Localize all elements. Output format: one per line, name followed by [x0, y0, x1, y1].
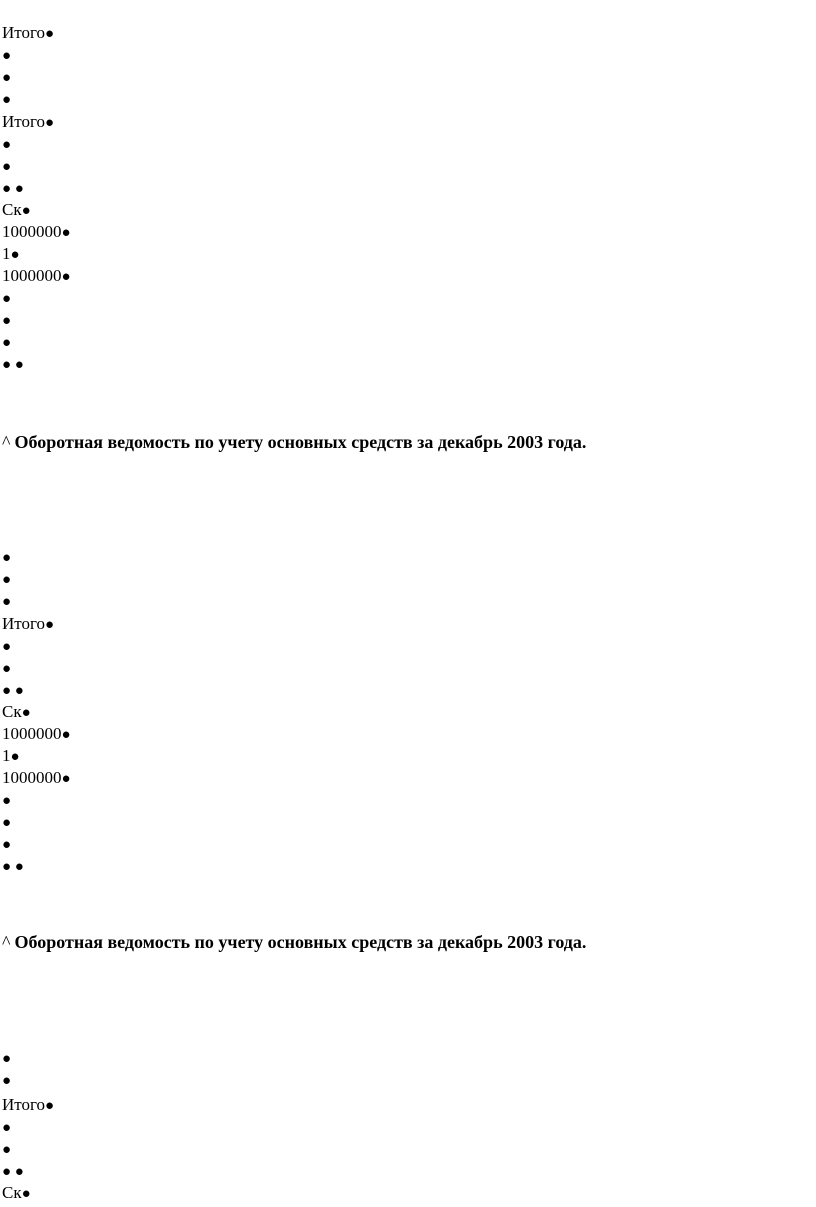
text-line: [2, 679, 24, 701]
line-value: 1000000: [2, 266, 62, 285]
line-value: 1: [2, 244, 11, 263]
text-line: [2, 111, 54, 133]
line-label: Итого: [2, 23, 46, 42]
bullet: ●: [45, 1098, 55, 1114]
text-line: [2, 1160, 24, 1182]
bullet: ●: [2, 1051, 12, 1067]
text-line: [2, 833, 11, 855]
text-line: [2, 811, 11, 833]
text-line: [2, 789, 11, 811]
text-line: [2, 309, 11, 331]
text-line: [2, 221, 71, 243]
text-line: [2, 767, 71, 789]
section-heading: [2, 930, 586, 954]
caret-marker: ^: [2, 432, 11, 452]
bullet: ●: [10, 749, 20, 765]
bullet: ●: [2, 837, 12, 853]
bullet: ●: [2, 1073, 12, 1089]
bullet: ●: [61, 771, 71, 787]
bullet: ●: [2, 291, 12, 307]
line-value: 1: [2, 746, 11, 765]
bullet: ●: [21, 1186, 31, 1202]
double-bullet: ● ●: [2, 683, 24, 699]
bullet: ●: [2, 639, 12, 655]
text-line: [2, 745, 20, 767]
bullet: ●: [2, 313, 12, 329]
line-value: 1000000: [2, 724, 62, 743]
bullet: ●: [2, 48, 12, 64]
line-label: Ск: [2, 200, 22, 219]
text-line: [2, 44, 11, 66]
text-line: [2, 590, 11, 612]
text-line: [2, 265, 71, 287]
line-label: Итого: [2, 614, 46, 633]
bullet: ●: [2, 572, 12, 588]
bullet: ●: [21, 705, 31, 721]
text-line: [2, 546, 11, 568]
bullet: ●: [2, 92, 12, 108]
bullet: ●: [2, 815, 12, 831]
text-line: [2, 22, 54, 44]
bullet: ●: [61, 269, 71, 285]
bullet: ●: [2, 159, 12, 175]
text-line: [2, 1138, 11, 1160]
double-bullet: ● ●: [2, 859, 24, 875]
text-line: [2, 199, 31, 221]
text-line: [2, 1047, 11, 1069]
bullet: ●: [2, 335, 12, 351]
bullet: ●: [2, 137, 12, 153]
section-heading: [2, 430, 586, 454]
bullet: ●: [45, 26, 55, 42]
bullet: ●: [61, 727, 71, 743]
text-line: [2, 635, 11, 657]
double-bullet: ● ●: [2, 357, 24, 373]
text-line: [2, 723, 71, 745]
text-line: [2, 568, 11, 590]
text-line: [2, 1182, 31, 1204]
text-line: [2, 88, 11, 110]
text-line: [2, 287, 11, 309]
bullet: ●: [61, 225, 71, 241]
bullet: ●: [2, 550, 12, 566]
double-bullet: ● ●: [2, 1164, 24, 1180]
text-line: [2, 66, 11, 88]
bullet: ●: [21, 203, 31, 219]
text-line: [2, 701, 31, 723]
text-line: [2, 243, 20, 265]
text-line: [2, 133, 11, 155]
double-bullet: ● ●: [2, 181, 24, 197]
text-line: [2, 657, 11, 679]
bullet: ●: [2, 1120, 12, 1136]
line-value: 1000000: [2, 222, 62, 241]
text-line: [2, 1069, 11, 1091]
bullet: ●: [45, 617, 55, 633]
text-line: [2, 1094, 54, 1116]
bullet: ●: [2, 70, 12, 86]
line-label: Ск: [2, 1183, 22, 1202]
heading-text: Оборотная ведомость по учету основных средств за декабрь 2003 года.: [14, 932, 587, 952]
line-label: Итого: [2, 112, 46, 131]
bullet: ●: [2, 594, 12, 610]
bullet: ●: [10, 247, 20, 263]
line-label: Итого: [2, 1095, 46, 1114]
line-value: 1000000: [2, 768, 62, 787]
bullet: ●: [45, 115, 55, 131]
bullet: ●: [2, 661, 12, 677]
text-line: [2, 613, 54, 635]
text-line: [2, 331, 11, 353]
bullet: ●: [2, 1142, 12, 1158]
bullet: ●: [2, 793, 12, 809]
caret-marker: ^: [2, 932, 11, 952]
line-label: Ск: [2, 702, 22, 721]
text-line: [2, 1116, 11, 1138]
text-line: [2, 353, 24, 375]
text-line: [2, 855, 24, 877]
heading-text: Оборотная ведомость по учету основных средств за декабрь 2003 года.: [14, 432, 587, 452]
text-line: [2, 155, 11, 177]
text-line: [2, 177, 24, 199]
